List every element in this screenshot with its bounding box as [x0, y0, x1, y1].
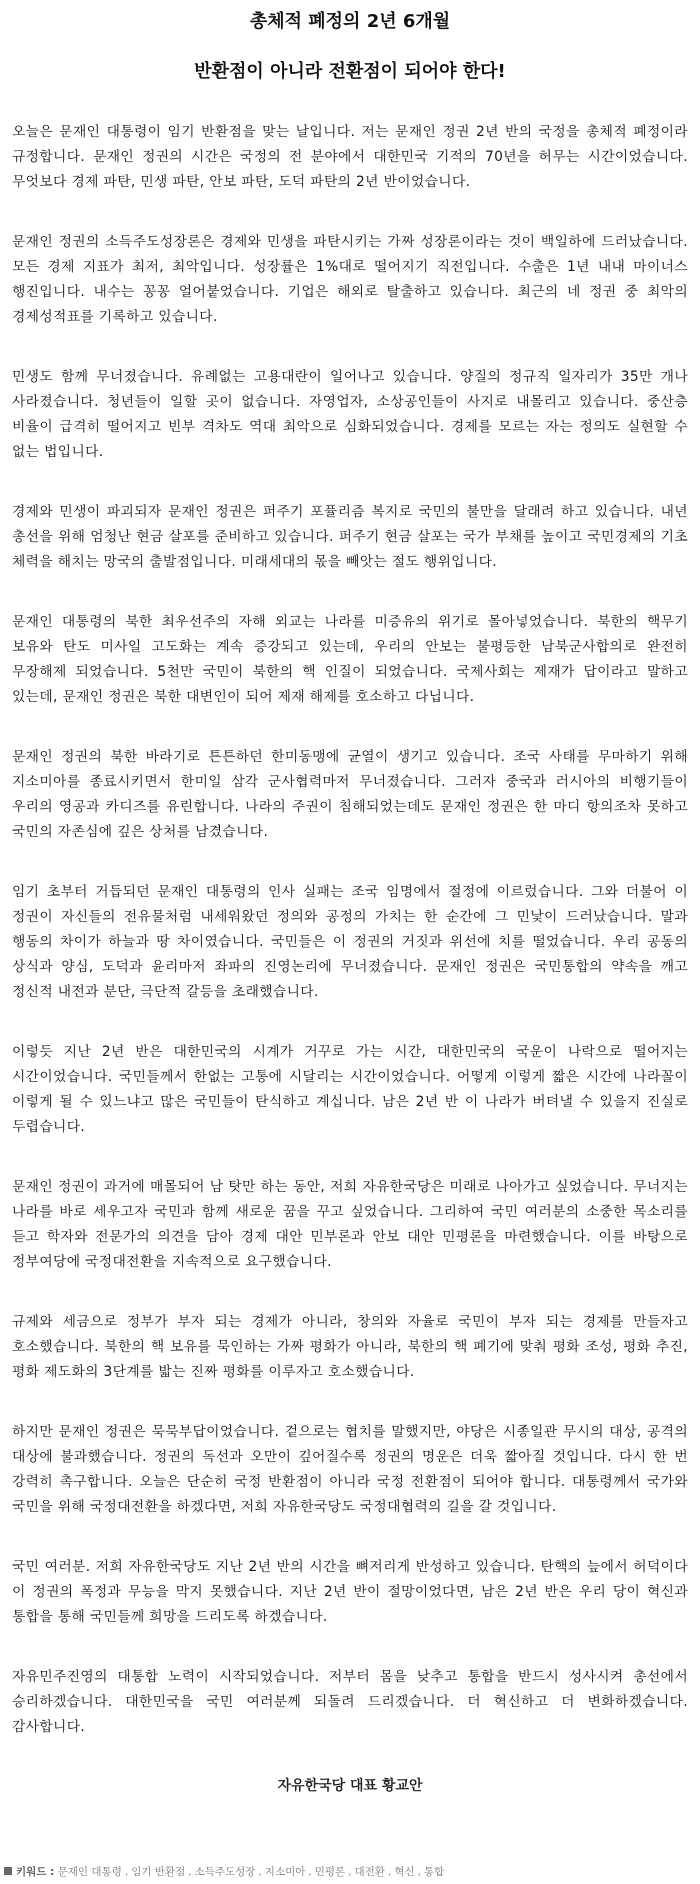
keyword-separator: ,	[258, 1866, 262, 1878]
paragraph: 규제와 세금으로 정부가 부자 되는 경제가 아니라, 창의와 자율로 국민이 부자 되는 경제를 만들자고 호소했습니다. 북한의 핵 보유를 묵인하는 가짜 평화가 아니라, 북한의 핵 폐기에 맞춰 평화 조성, 평화 추진, 평화 제도화의 3단계를 밟는 진짜 평화를 이루자고 호소했습니다.	[12, 1314, 688, 1380]
keyword-separator: ,	[124, 1866, 129, 1878]
keyword-link[interactable]: 민평론	[314, 1866, 346, 1878]
keyword-link[interactable]: 지소미아	[264, 1866, 306, 1878]
paragraph: 민생도 함께 무너졌습니다. 유례없는 고용대란이 일어나고 있습니다. 양질의 정규직 일자리가 35만 개나 사라졌습니다. 청년들이 일할 곳이 없습니다. 자영업자, 소상공인들이 사지로 내몰리고 있습니다. 중산층 비율이 급격히 떨어지고 빈부 격차도 역대 최악으로 심화되었습니다. 경제를 모르는 자는 정의도 실현할 수 없는 법입니다.	[12, 369, 688, 460]
paragraph: 문재인 대통령의 북한 최우선주의 자해 외교는 나라를 미증유의 위기로 몰아넣었습니다. 북한의 핵무기 보유와 탄도 미사일 고도화는 계속 증강되고 있는데, 우리의 안보는 불평등한 남북군사합의로 완전히 무장해제 되었습니다. 5천만 국민이 북한의 핵 인질이 되었습니다. 국제사회는 제재가 답이라고 말하고 있는데, 문재인 정권은 북한 대변인이 되어 제재 해제를 호소하고 다닙니다.	[12, 614, 688, 705]
paragraph: 오늘은 문재인 대통령이 임기 반환점을 맞는 날입니다. 저는 문재인 정권 2년 반의 국정을 총체적 폐정이라 규정합니다. 문재인 정권의 시간은 국정의 전 분야에서 대한민국 기적의 70년을 허무는 시간이었습니다. 무엇보다 경제 파탄, 민생 파탄, 안보 파탄, 도덕 파탄의 2년 반이었습니다.	[12, 124, 688, 190]
body-paragraphs	[0, 120, 700, 1740]
keyword-link[interactable]: 대전환	[354, 1866, 385, 1878]
paragraph: 문재인 정권의 소득주도성장론은 경제와 민생을 파탄시키는 가짜 성장론이라는 것이 백일하에 드러났습니다. 모든 경제 지표가 최저, 최악입니다. 성장률은 1%대로 떨어지기 직전입니다. 수출은 1년 내내 마이너스 행진입니다. 내수는 꽁꽁 얼어붙었습니다. 기업은 해외로 탈출하고 있습니다. 최근의 네 정권 중 최악의 경제성적표를 기록하고 있습니다.	[12, 234, 688, 325]
paragraph: 하지만 문재인 정권은 묵묵부답이었습니다. 겉으로는 협치를 말했지만, 야당은 시종일관 무시의 대상, 공격의 대상에 불과했습니다. 정권의 독선과 오만이 깊어질수록 정권의 명운은 더욱 짧아질 것입니다. 다시 한 번 강력히 촉구합니다. 오늘은 단순히 국정 반환점이 아니라 국정 전환점이 되어야 합니다. 대통령께서 국가와 국민을 위해 국정대전환을 하겠다면, 저희 자유한국당도 국정대협력의 길을 갈 것입니다.	[12, 1424, 688, 1515]
paragraph: 자유민주진영의 대통합 노력이 시작되었습니다. 저부터 몸을 낮추고 통합을 반드시 성사시켜 총선에서 승리하겠습니다. 대한민국을 국민 여러분께 되돌려 드리겠습니다. 더 혁신하고 더 변화하겠습니다. 감사합니다.	[12, 1669, 688, 1735]
paragraph: 문재인 정권의 북한 바라기로 튼튼하던 한미동맹에 균열이 생기고 있습니다. 조국 사태를 무마하기 위해 지소미아를 종료시키면서 한미일 삼각 군사협력마저 무너졌습니다. 그러자 중국과 러시아의 비행기들이 우리의 영공과 카디즈를 유린합니다. 나라의 주권이 침해되었는데도 문재인 정권은 한 마디 항의조차 못하고 국민의 자존심에 깊은 상처를 남겼습니다.	[12, 749, 688, 840]
keyword-link[interactable]: 임기 반환점	[131, 1866, 186, 1878]
keyword-separator: ,	[417, 1866, 421, 1878]
keyword-separator: ,	[348, 1866, 352, 1878]
keywords-label: 키워드 :	[16, 1866, 55, 1878]
keyword-link[interactable]: 혁신	[394, 1866, 415, 1878]
paragraph: 경제와 민생이 파괴되자 문재인 정권은 퍼주기 포퓰리즘 복지로 국민의 불만을 달래려 하고 있습니다. 내년 총선을 위해 엄청난 현금 살포를 준비하고 있습니다. 퍼주기 현금 살포는 국가 부채를 높이고 국민경제의 기초 체력을 해치는 망국의 출발점입니다. 미래세대의 몫을 빼앗는 절도 행위입니다.	[12, 504, 688, 570]
keyword-link[interactable]: 문재인 대통령	[57, 1866, 122, 1878]
keyword-separator: ,	[188, 1866, 192, 1878]
keyword-separator: ,	[308, 1866, 312, 1878]
keyword-link[interactable]: 통합	[423, 1866, 445, 1878]
title-line-2: 반환점이 아니라 전환점이 되어야 한다!	[194, 61, 506, 82]
paragraph: 임기 초부터 거듭되던 문재인 대통령의 인사 실패는 조국 임명에서 절정에 이르렀습니다. 그와 더불어 이 정권이 자신들의 전유물처럼 내세워왔던 정의와 공정의 가치는 한 순간에 그 민낯이 드러났습니다. 말과 행동의 차이가 하늘과 땅 차이였습니다. 국민들은 이 정권의 거짓과 위선에 치를 떨었습니다. 우리 공동의 상식과 양심, 도덕과 윤리마저 좌파의 진영논리에 무너졌습니다. 문재인 정권은 국민통합의 약속을 깨고 정신적 내전과 분단, 극단적 갈등을 초래했습니다.	[12, 884, 688, 1000]
title-line-1: 총체적 폐정의 2년 6개월	[249, 11, 451, 32]
paragraph: 문재인 정권이 과거에 매몰되어 남 탓만 하는 동안, 저희 자유한국당은 미래로 나아가고 싶었습니다. 무너지는 나라를 바로 세우고자 국민과 함께 새로운 꿈을 꾸고 싶었습니다. 그리하여 국민 여러분의 소중한 목소리를 듣고 학자와 전문가의 의견을 담아 경제 대안 민부론과 안보 대안 민평론을 마련했습니다. 이를 바탕으로 정부여당에 국정대전환을 지속적으로 요구했습니다.	[12, 1179, 688, 1270]
keyword-link[interactable]: 소득주도성장	[194, 1866, 256, 1878]
paragraph: 국민 여러분. 저희 자유한국당도 지난 2년 반의 시간을 뼈저리게 반성하고 있습니다. 탄핵의 늪에서 허덕이다 이 정권의 폭정과 무능을 막지 못했습니다. 지난 2년 반이 절망이었다면, 남은 2년 반은 우리 당이 혁신과 통합을 통해 국민들께 희망을 드리도록 하겠습니다.	[12, 1559, 688, 1625]
keyword-separator: ,	[387, 1866, 392, 1878]
keywords-list	[58, 1866, 445, 1878]
paragraph: 이렇듯 지난 2년 반은 대한민국의 시계가 거꾸로 가는 시간, 대한민국의 국운이 나락으로 떨어지는 시간이었습니다. 국민들께서 한없는 고통에 시달리는 시간이었습니다. 어떻게 이렇게 짧은 시간에 나라꼴이 이렇게 될 수 있느냐고 많은 국민들이 탄식하고 계십니다. 남은 2년 반 이 나라가 버텨낼 수 있을지 진실로 두렵습니다.	[12, 1044, 688, 1135]
keywords-bar	[0, 1864, 700, 1879]
square-bullet-icon	[4, 1867, 12, 1875]
signature: 자유한국당 대표 황교안	[277, 1778, 423, 1794]
